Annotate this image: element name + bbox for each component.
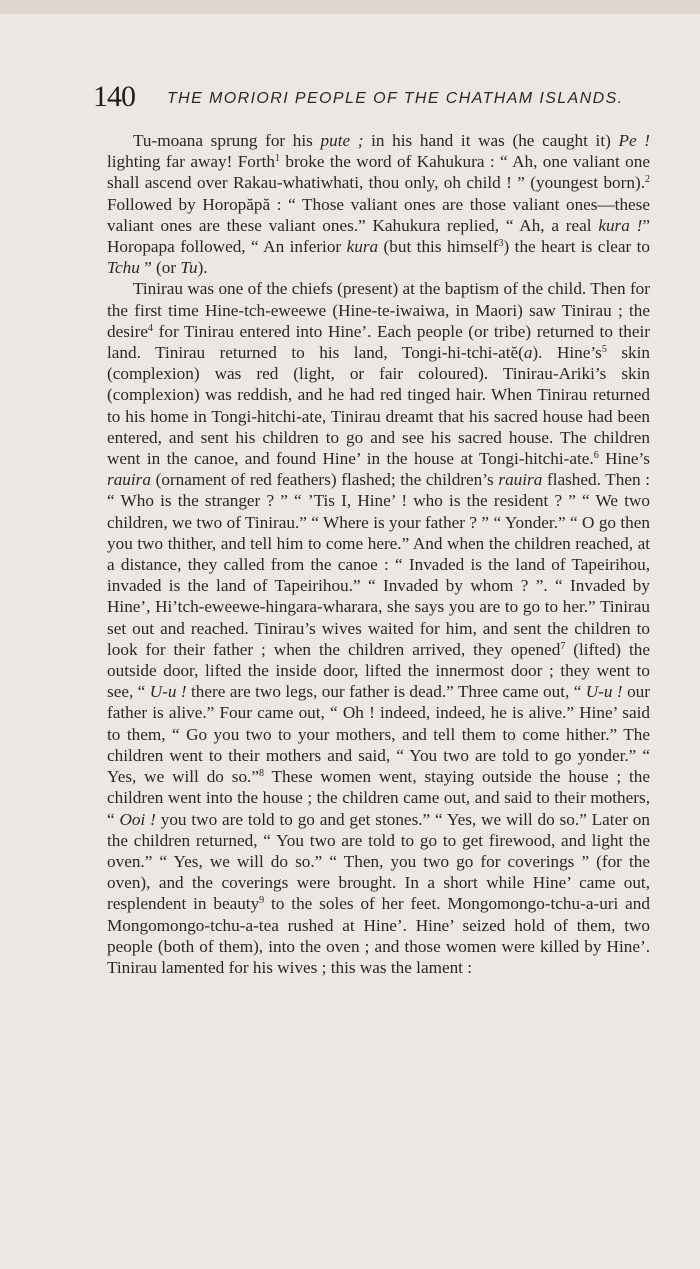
italic-text: U-u ! <box>585 682 623 702</box>
page-header <box>93 80 624 120</box>
italic-text: U-u ! <box>149 682 187 702</box>
text-run: skin (complexion) was red (light, or fair coloured). Tinirau-Ariki’s skin (complexion) was reddish, and he had red tinged hair. When Tinirau returned to his home in Tongi-hitchi-ate, Tinirau dreamt that his sacred house had been entered, and sent his children to go and see his sacred house. The children went in the canoe, and found Hine’ in the house at Tongi-hitchi-ate. <box>107 343 650 469</box>
text-run: ) the heart is clear to <box>503 237 651 257</box>
text-run: to the soles of her feet. Mongomongo-tchu-a-uri and Mongomongo-tchu-a-tea rushed at Hine’. Hine’ seized hold of them, two people (both of them), into the oven ; and those women were killed by Hine’. Tinirau lamented for his wives ; this was the lament : <box>107 894 650 977</box>
footnote-marker: 4 <box>148 322 154 334</box>
italic-text: pute ; <box>320 131 364 150</box>
italic-text: a <box>523 343 533 363</box>
text-run: Followed by Horopăpă : “ Those valiant ones are those valiant ones—these valiant ones are these valiant ones.” Kahukura replied, “ Ah, a real <box>107 194 650 235</box>
body-text <box>107 130 650 978</box>
footnote-marker: 7 <box>560 640 566 652</box>
text-run: Hine’s <box>598 449 650 469</box>
text-run: ). <box>197 258 208 278</box>
italic-text: Ooi ! <box>119 809 156 829</box>
page-number: 140 <box>93 80 135 113</box>
text-run: in his hand it was (he caught it) <box>363 131 619 150</box>
text-run: ” Horopapa followed, “ An inferior <box>107 215 650 257</box>
text-run: ). Hine’s <box>532 343 602 363</box>
paragraph <box>107 278 650 978</box>
footnote-marker: 5 <box>601 344 607 356</box>
text-run: (ornament of red feathers) flashed; the children’s <box>150 470 499 490</box>
text-run: lighting far away! Forth <box>107 152 275 172</box>
italic-text: Tchu <box>107 258 140 278</box>
footnote-marker: 2 <box>645 174 650 186</box>
running-title: THE MORIORI PEOPLE OF THE CHATHAM ISLANDS. <box>167 90 624 107</box>
footnote-marker: 8 <box>258 768 264 780</box>
footnote-marker: 9 <box>259 895 265 907</box>
text-run: there are two legs, our father is dead.” Three came out, “ <box>186 682 586 702</box>
italic-text: Pe ! <box>618 131 650 150</box>
text-run: our father is alive.” Four came out, “ Oh ! indeed, indeed, he is alive.” Hine’ said to them, “ Go you two to your mothers, and tell them to come hither.” The children went to their mothers and said, “ You two are told to go yonder.” “ Yes, we will do so.” <box>107 682 650 787</box>
footnote-marker: 1 <box>274 153 280 165</box>
text-run: for Tinirau entered into Hine’. Each people (or tribe) returned to their land. Tinirau returned to his land, Tongi-hi-tchi-atĕ( <box>107 321 650 363</box>
footnote-marker: 3 <box>498 238 504 250</box>
text-run: Tinirau was one of the chiefs (present) at the baptism of the child. Then for the first time Hine-tch-eweewe (Hine-te-iwaiwa, in Maori) saw Tinirau ; the desire <box>107 279 650 341</box>
italic-text: Tu <box>180 258 198 278</box>
italic-text: kura <box>346 237 379 257</box>
text-run: Tu-moana sprung for his <box>133 131 321 150</box>
italic-text: rauira <box>498 470 543 490</box>
text-run: you two are told to go and get stones.” “ Yes, we will do so.” Later on the children returned, “ You two are told to go to get firewood, and light the oven.” “ Yes, we will do so.” “ Then, you two go for coverings ” (for the oven), and the coverings were brought. In a short while Hine’ came out, resplendent in beauty <box>107 809 650 914</box>
italic-text: rauira <box>107 470 151 490</box>
text-run: These women went, staying outside the house ; the children went into the house ; the children came out, and said to their mothers, “ <box>107 767 650 829</box>
text-run: ” (or <box>139 258 181 278</box>
italic-text: kura ! <box>598 215 643 235</box>
text-run: flashed. Then : “ Who is the stranger ? ” “ ’Tis I, Hine’ ! who is the resident ? ” “ We two children, we two of Tinirau.” “ Where is your father ? ” “ Yonder.” “ O go then you two thither, and tell him to come here.” And when the children reached, at a distance, they called from the canoe : “ Invaded is the land of Tapeirihou, invaded is the land of Tapeirihou.” “ Invaded by whom ? ”. “ Invaded by Hine’, Hi’tch-eweewe-hingara-wharara, she says you are to go to her.” Tinirau set out and reached. Tinirau’s wives waited for him, and sent the children to look for their father ; when the children arrived, they opened <box>107 470 650 659</box>
text-run: (but this himself <box>378 237 499 257</box>
text-run: (lifted) the outside door, lifted the inside door, lifted the innermost door ; they went to see, “ <box>107 639 650 702</box>
paragraph <box>107 130 650 278</box>
footnote-marker: 6 <box>593 450 599 462</box>
text-run: broke the word of Kahukura : “ Ah, one valiant one shall ascend over Rakau-whatiwhati, thou only, oh child ! ” (youngest born). <box>107 152 650 193</box>
